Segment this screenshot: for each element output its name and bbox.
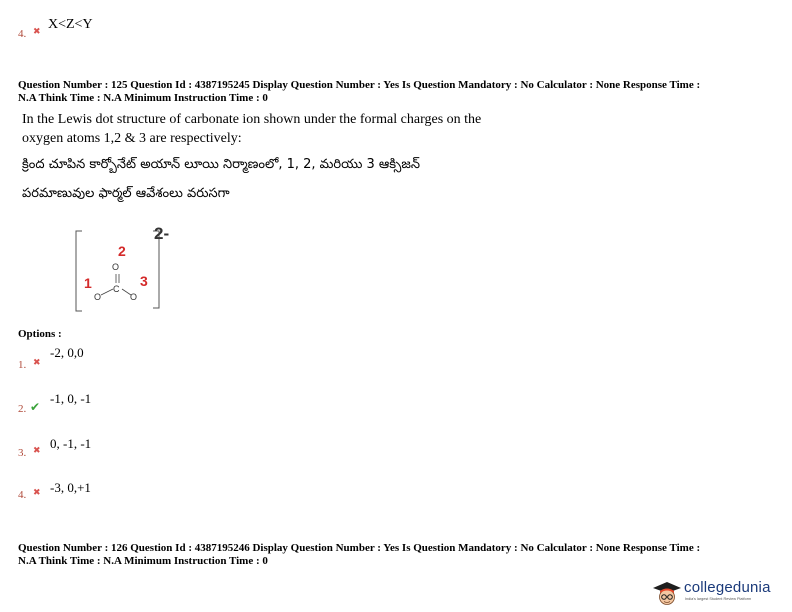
logo-mascot-icon (651, 578, 683, 608)
oxygen-label-2: 2 (118, 243, 126, 259)
carbonate-structure-figure (70, 223, 190, 315)
option-2-text: -1, 0, -1 (50, 391, 92, 406)
collegedunia-logo (651, 576, 787, 608)
oxygen-atom-right: O (130, 292, 138, 302)
oxygen-atom-top: O (112, 262, 120, 272)
question-125-telugu-line2: పరమాణువుల ఫార్మల్ ఆవేశంలు వరుసగా (22, 186, 230, 201)
oxygen-label-1: 1 (84, 275, 92, 291)
question-125-telugu-line1: క్రింద చూపిన కార్బోనేట్ అయాన్ లూయి నిర్మాణంలో, 1, 2, మరియు 3 ఆక్సిజన్ (22, 157, 420, 172)
option-4-number: 4. (18, 489, 27, 501)
logo-name: collegedunia (684, 579, 771, 596)
question-126-meta (18, 542, 783, 568)
logo-tagline: India's largest Student Review Platform (685, 597, 752, 601)
left-bracket (76, 231, 82, 311)
ion-charge: 2- (154, 224, 170, 243)
cross-icon: ✖ (33, 488, 41, 498)
options-label: Options : (18, 328, 62, 340)
cross-icon: ✖ (33, 27, 41, 37)
option-1-number: 1. (18, 359, 27, 371)
option-3-text: 0, -1, -1 (50, 436, 92, 451)
carbon-atom: C (113, 284, 120, 294)
question-125-meta (18, 79, 783, 105)
single-bond-left (101, 289, 113, 295)
question-126-meta-line2: N.A Think Time : N.A Minimum Instruction Time : 0 (18, 555, 268, 567)
question-126-meta-line1: Question Number : 126 Question Id : 4387195246 Display Question Number : Yes Is Question Mandatory : No Calculator : None Response Time : (18, 542, 701, 554)
cross-icon: ✖ (33, 358, 41, 368)
check-icon: ✔ (30, 400, 41, 414)
question-125-meta-line1: Question Number : 125 Question Id : 4387195245 Display Question Number : Yes Is Question Mandatory : No Calculator : None Response Time : (18, 79, 701, 91)
oxygen-label-3: 3 (140, 273, 148, 289)
question-125-meta-line2: N.A Think Time : N.A Minimum Instruction Time : 0 (18, 92, 268, 104)
oxygen-atom-left: O (94, 292, 102, 302)
option-3-number: 3. (18, 447, 27, 459)
cross-icon: ✖ (33, 446, 41, 456)
question-125-text (22, 110, 562, 148)
question-text-line1: In the Lewis dot structure of carbonate ion shown under the formal charges on the (22, 112, 482, 127)
prev-option-number: 4. (18, 28, 27, 40)
option-4-text: -3, 0,+1 (50, 480, 91, 495)
question-text-line2: oxygen atoms 1,2 & 3 are respectively: (22, 131, 242, 146)
option-1-text: -2, 0,0 (50, 345, 84, 360)
prev-option-text: X<Z<Y (48, 17, 93, 32)
option-2-number: 2. (18, 403, 27, 415)
